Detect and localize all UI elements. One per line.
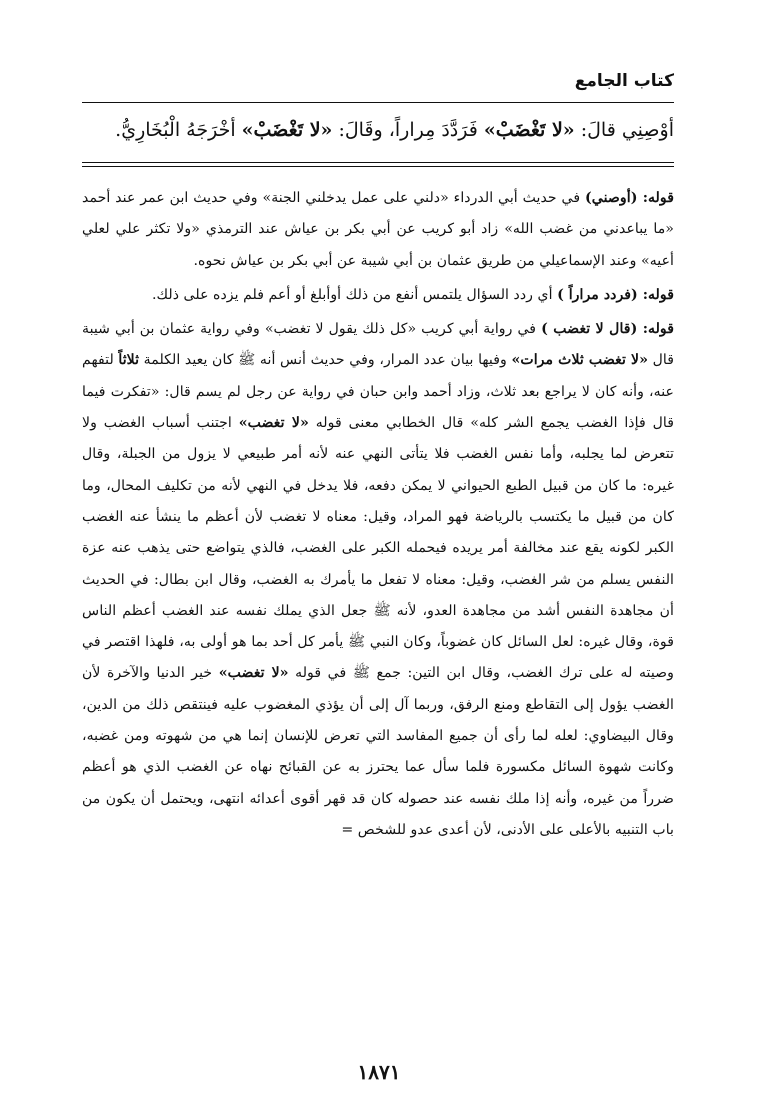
bold-word: ثلاثاً <box>118 352 140 369</box>
hadith-text <box>82 115 674 145</box>
bold-quote: «لا تغضب» <box>238 415 309 432</box>
paragraph-lead: قوله: (قال لا تغضب ) <box>541 321 674 338</box>
commentary-paragraph-1 <box>82 183 674 277</box>
commentary-paragraph-2 <box>82 280 674 311</box>
paragraph-lead: قوله: (أوصني) <box>585 190 674 206</box>
bold-quote: «لا تغضب ثلاث مرات» <box>511 352 648 369</box>
paragraph-lead: قوله: (فردد مراراً ) <box>557 286 674 303</box>
paragraph-text: اجتنب أسباب الغضب ولا تتعرض لما يجلبه، وأما نفس الغضب فلا يتأتى النهي عنه لأنه أمر طبيعي لا يزول من الجبلة، وقال غيره: ما كان من قبيل الطبع الحيواني لا يمكن دفعه، فلا يدخل في النهي لأنه من تكليف المحال، وما كان من قبيل ما يكتسب بالرياضة فهو المراد، وقيل: معناه لا تغضب لأن أعظم ما ينشأ عنه الغضب الكبر لكونه يقع عند مخالفة أمر يريده فيحمله الكبر على الغضب، فالذي يتواضع حتى يذهب عنه عزة النفس يسلم من شر الغضب، وقيل: معناه لا تفعل ما يأمرك به الغضب، وقال ابن بطال: في الحديث أن مجاهدة النفس أشد من مجاهدة العدو، لأنه ﷺ جعل الذي يملك نفسه عند الغضب أعظم الناس قوة، وقال غيره: لعل السائل كان غضوباً، وكان النبي ﷺ يأمر كل أحد بما هو أولى به، فلهذا اقتصر في وصيته له على ترك الغضب، وقال ابن التين: جمع ﷺ في قوله <box>82 415 675 682</box>
paragraph-text: لتفهم عنه، وأنه كان لا يراجع بعد ثلاث، وزاد أحمد وابن حبان في رواية عن رجل لم يسم قال: «تفكرت فيما قال فإذا الغضب يجمع الشر كله» قال الخطابي معنى قوله <box>82 352 674 432</box>
page-number: ١٨٧١ <box>357 1060 401 1084</box>
running-header: كتاب الجامع <box>574 71 674 91</box>
hadith-quote-2: «لا تَغْضَبْ» <box>241 119 333 141</box>
hadith-quote-1: «لا تَغْضَبْ» <box>483 119 575 141</box>
separator-rule-top <box>82 162 674 163</box>
header-rule <box>82 102 674 103</box>
hadith-prefix: أوْصِنِي قالَ: <box>574 119 674 141</box>
paragraph-text: خير الدنيا والآخرة لأن الغضب يؤول إلى التقاطع ومنع الرفق، وربما آل إلى أن يؤذي المغضوب عليه فينتقص ذلك من الدين، وقال البيضاوي: لعله لما رأى أن جميع المفاسد التي تعرض للإنسان إنما هي من شهوته ومن غضبه، وكانت شهوة السائل مكسورة فلما سأل عما يحترز به عن القبائح نهاه عن الغضب الذي هو أعظم ضرراً من غيره، وأنه إذا ملك نفسه عند حصوله كان قد قهر أقوى أعدائه انتهى، ويحتمل أن يكون من باب التنبيه بالأعلى على الأدنى، لأن أعدى عدو للشخص = <box>82 665 674 838</box>
commentary-body <box>82 183 674 846</box>
bold-quote: «لا تغضب» <box>218 665 289 682</box>
separator-rule-bottom <box>82 166 674 167</box>
paragraph-text: في حديث أبي الدرداء «دلني على عمل يدخلني الجنة» وفي حديث ابن عمر عند أحمد «ما يباعدني من غضب الله» زاد أبو كريب عن أبي بكر بن عياش عند الترمذي «ولا تكثر علي لعلي أعيه» وعند الإسماعيلي من طريق عثمان بن أبي شيبة عن أبي بكر بن عياش نحوه. <box>82 190 674 269</box>
hadith-suffix: أخْرَجَهُ الْبُخَارِيُّ. <box>115 119 242 141</box>
paragraph-text: أي ردد السؤال يلتمس أنفع من ذلك أوأبلغ أو أعم فلم يزده على ذلك. <box>151 286 558 303</box>
paragraph-text: وفيها بيان عدد المرار، وفي حديث أنس أنه ﷺ كان يعيد الكلمة <box>139 352 512 369</box>
commentary-paragraph-3 <box>82 314 674 846</box>
hadith-mid: فَرَدَّدَ مِراراً، وقَالَ: <box>332 119 484 141</box>
paragraph-text: في رواية أبي كريب «كل ذلك يقول لا تغضب» وفي رواية عثمان بن أبي شيبة قال <box>82 321 674 369</box>
